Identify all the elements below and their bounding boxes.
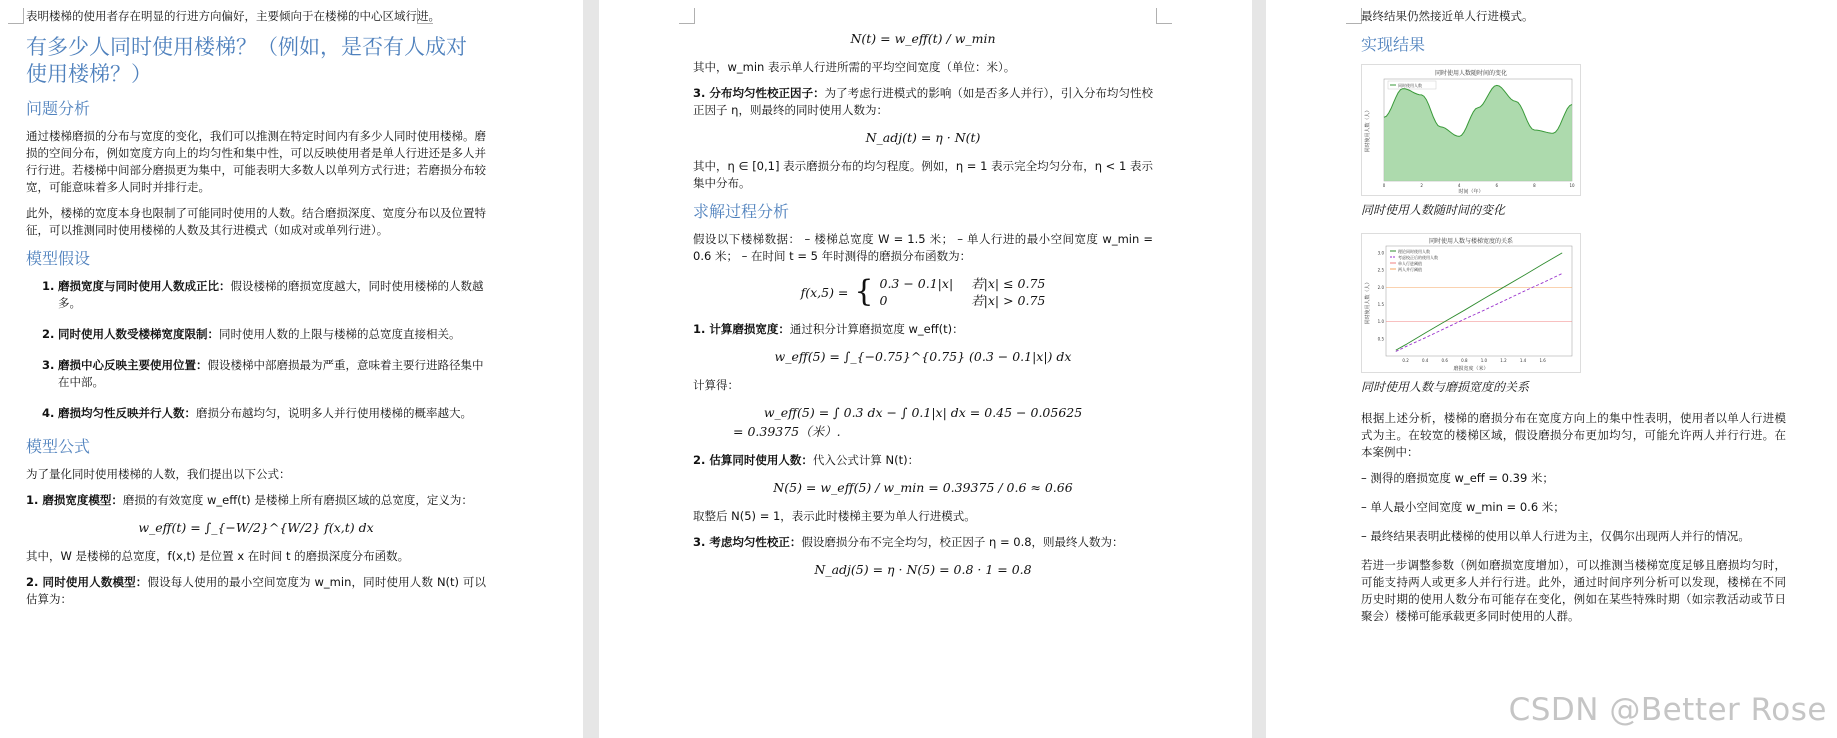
formula-heading: 模型公式 [26,437,91,456]
x-axis-label: 时间（年） [1458,189,1484,195]
legend-label: 单人行进阈值 [1398,261,1422,266]
chart-2-legend [1390,248,1438,272]
x-tick-label: 4 [1457,183,1461,188]
equation-step2: N(5) = w_eff(5) / w_min = 0.39375 / 0.6 ≈ 0.66 [773,480,1073,495]
margin-mark [1156,8,1172,24]
problem-heading: 问题分析 [26,99,91,118]
equation-n: N(t) = w_eff(t) / w_min [850,31,996,46]
brace-symbol: { [854,274,874,309]
condition-1: 若|x| ≤ 0.75 [971,276,1046,291]
factor-text: 3. 分布均匀性校正因子：为了考虑行进模式的影响（如是否多人并行），引入分布均匀性校正因子 η，则最终的同时使用人数为： [693,86,1153,117]
case-1: 0.3 − 0.1|x| [879,276,954,291]
case-2: 0 [879,293,888,308]
legend-label: 考虑校正后的使用人数 [1398,255,1438,260]
x-tick-label: 0.6 [1441,358,1448,363]
area-fill [1384,85,1572,181]
x-tick-label: 10 [1569,183,1575,188]
equation-step1: w_eff(5) = ∫_{−0.75}^{0.75} (0.3 − 0.1|x|) dx [774,349,1072,364]
equation-step3: N_adj(5) = η · N(5) = 0.8 · 1 = 0.8 [814,562,1032,577]
series-line [1396,274,1562,352]
section-title: 有多少人同时使用楼梯？（例如，是否有人成对使用楼梯？） [26,35,467,86]
x-tick-label: 0.4 [1421,358,1429,363]
intro-line: 表明楼梯的使用者存在明显的行进方向偏好，主要倾向于在楼梯的中心区域行进。 [26,9,440,23]
chart-title: 同时使用人数随时间的变化 [1434,70,1508,77]
document-page-3 [1266,0,1837,738]
analysis-paragraph: 根据上述分析，楼梯的磨损分布在宽度方向上的集中性表明，使用者以单人行进模式为主。在较宽的楼梯区域，假设磨损分布更加均匀，可能允许两人并行行进。在本案例中： [1361,411,1786,459]
formula-intro: 为了量化同时使用楼梯的人数，我们提出以下公式： [26,467,291,481]
equation-nadj: N_adj(t) = η · N(t) [865,130,981,145]
model-1-where: 其中，W 是楼梯的总宽度，f(x,t) 是位置 x 在时间 t 的磨损深度分布函数。 [26,549,410,563]
step-3-text: 3. 考虑均匀性校正：假设磨损分布不完全均匀，校正因子 η = 0.8，则最终人数为： [693,535,1124,549]
margin-mark [8,8,24,24]
chart-1-caption: 同时使用人数随时间的变化 [1361,203,1506,217]
margin-mark [1346,8,1362,24]
x-tick-label: 1.0 [1480,358,1488,363]
assumption-list [42,278,486,422]
closing-paragraph: 若进一步调整参数（例如磨损宽度增加），可以推测当楼梯宽度足够且磨损均匀时，可能支持两人或更多人并行行进。此外，通过时间序列分析可以发现，楼梯在不同历史时期的使用人数分布可能存在变化，例如在某些特殊时期（如宗教活动或节日聚会）楼梯可能承载更多同时使用的人群。 [1361,558,1786,623]
chart-1-svg [1362,65,1580,195]
page-2-content [693,8,1153,590]
chart-1 [1361,64,1581,196]
wmin-where: 其中，w_min 表示单人行进所需的平均空间宽度（单位：米）。 [693,60,1016,74]
equation-calc-2: = 0.39375（米）. [733,424,841,439]
y-tick-label: 1.5 [1377,301,1384,307]
list-item: – 单人最小空间宽度 w_min = 0.6 米； [1361,500,1565,514]
condition-2: 若|x| > 0.75 [971,293,1046,308]
y-axis-label: 同时使用人数（人） [1365,107,1371,153]
equation-piecewise [693,275,1153,309]
step-1-text: 1. 计算磨损宽度：通过积分计算磨损宽度 w_eff(t)： [693,322,964,336]
list-item: 3. 磨损中心反映主要使用位置：假设楼梯中部磨损最为严重，意味着主要行进路径集中在中部。 [42,358,484,389]
equation-calc-1: w_eff(5) = ∫ 0.3 dx − ∫ 0.1|x| dx = 0.45 − 0.05625 [763,405,1083,420]
x-tick-label: 0.2 [1402,358,1409,363]
chart-2-svg [1362,234,1580,372]
x-tick-label: 1.6 [1539,358,1546,363]
piecewise-cases [880,275,1046,309]
legend-label: 理论同时使用人数 [1398,249,1430,254]
equation-weff: w_eff(t) = ∫_{−W/2}^{W/2} f(x,t) dx [138,520,374,535]
result-bullets [1361,470,1786,545]
model-1-text: 1. 磨损宽度模型：磨损的有效宽度 w_eff(t) 是楼梯上所有磨损区域的总宽度，定义为： [26,493,473,507]
x-tick-label: 1.2 [1500,358,1507,363]
list-item: – 测得的磨损宽度 w_eff = 0.39 米； [1361,471,1554,485]
intro-line: 最终结果仍然接近单人行进模式。 [1361,9,1534,23]
list-item: 1. 磨损宽度与同时使用人数成正比：假设楼梯的磨损宽度越大，同时使用楼梯的人数越多。 [42,279,484,310]
y-tick-label: 3.0 [1377,250,1384,256]
problem-paragraph-1: 通过楼梯磨损的分布与宽度的变化，我们可以推测在特定时间内有多少人同时使用楼梯。磨损的空间分布，例如宽度方向上的均匀性和集中性，可以反映使用者是单人行进还是多人并行行进。若楼梯中间部分磨损更为集中，可能表明大多数人以单列方式行进；若磨损分布较宽，可能意味着多人同时并排行走。 [26,129,486,194]
list-item: 2. 同时使用人数受楼梯宽度限制：同时使用人数的上限与楼梯的总宽度直接相关。 [42,327,461,341]
calc-label: 计算得： [693,378,739,392]
y-tick-label: 2.5 [1377,267,1384,273]
page-1-content [26,8,486,617]
document-page-1 [0,0,583,738]
chart-2-caption: 同时使用人数与磨损宽度的关系 [1361,380,1530,394]
chart-2 [1361,233,1581,373]
watermark: CSDN @Better Rose [1508,692,1827,728]
data-line: 假设以下楼梯数据： – 楼梯总宽度 W = 1.5 米； – 单人行进的最小空间宽度 w_min = 0.6 米； – 在时间 t = 5 年时测得的磨损分布函数为： [693,232,1153,263]
problem-paragraph-2: 此外，楼梯的宽度本身也限制了可能同时使用的人数。结合磨损深度、宽度分布以及位置特征，可以推测同时使用楼梯的人数及其行进模式（如成对或单列行进）。 [26,206,486,237]
x-tick-label: 6 [1495,183,1499,188]
x-tick-label: 8 [1533,183,1536,188]
assumption-heading: 模型假设 [26,249,91,268]
page-3-content [1361,8,1786,634]
chart-title: 同时使用人数与楼梯宽度的关系 [1428,238,1514,245]
list-item: – 最终结果表明此楼梯的使用以单人行进为主，仅偶尔出现两人并行的情况。 [1361,529,1750,543]
x-tick-label: 0.8 [1461,358,1468,363]
x-tick-label: 2 [1420,183,1423,188]
list-item: 4. 磨损均匀性反映并行人数：磨损分布越均匀，说明多人并行使用楼梯的概率越大。 [42,406,472,420]
solve-heading: 求解过程分析 [693,202,790,221]
y-axis-label: 同时使用人数（人） [1365,279,1371,325]
y-tick-label: 0.5 [1377,336,1384,342]
round-text: 取整后 N(5) = 1，表示此时楼梯主要为单人行进模式。 [693,509,976,523]
eta-where: 其中，η ∈ [0,1] 表示磨损分布的均匀程度。例如，η = 1 表示完全均匀分布，η < 1 表示集中分布。 [693,159,1153,190]
y-tick-label: 2.0 [1377,284,1384,290]
document-page-2 [599,0,1252,738]
piecewise-lhs: f(x,5) = [800,284,849,300]
y-tick-label: 1.0 [1377,319,1384,325]
x-axis-label: 磨损宽度（米） [1453,366,1489,372]
legend-label: 两人并行阈值 [1398,267,1422,272]
step-2-text: 2. 估算同时使用人数：代入公式计算 N(t)： [693,453,920,467]
result-heading: 实现结果 [1361,35,1426,54]
legend-label: 同时使用人数 [1398,83,1422,88]
x-tick-label: 0 [1382,183,1386,188]
model-2-text: 2. 同时使用人数模型：假设每人使用的最小空间宽度为 w_min，同时使用人数 N(t) 可以估算为： [26,575,487,606]
x-tick-label: 1.4 [1519,358,1527,363]
